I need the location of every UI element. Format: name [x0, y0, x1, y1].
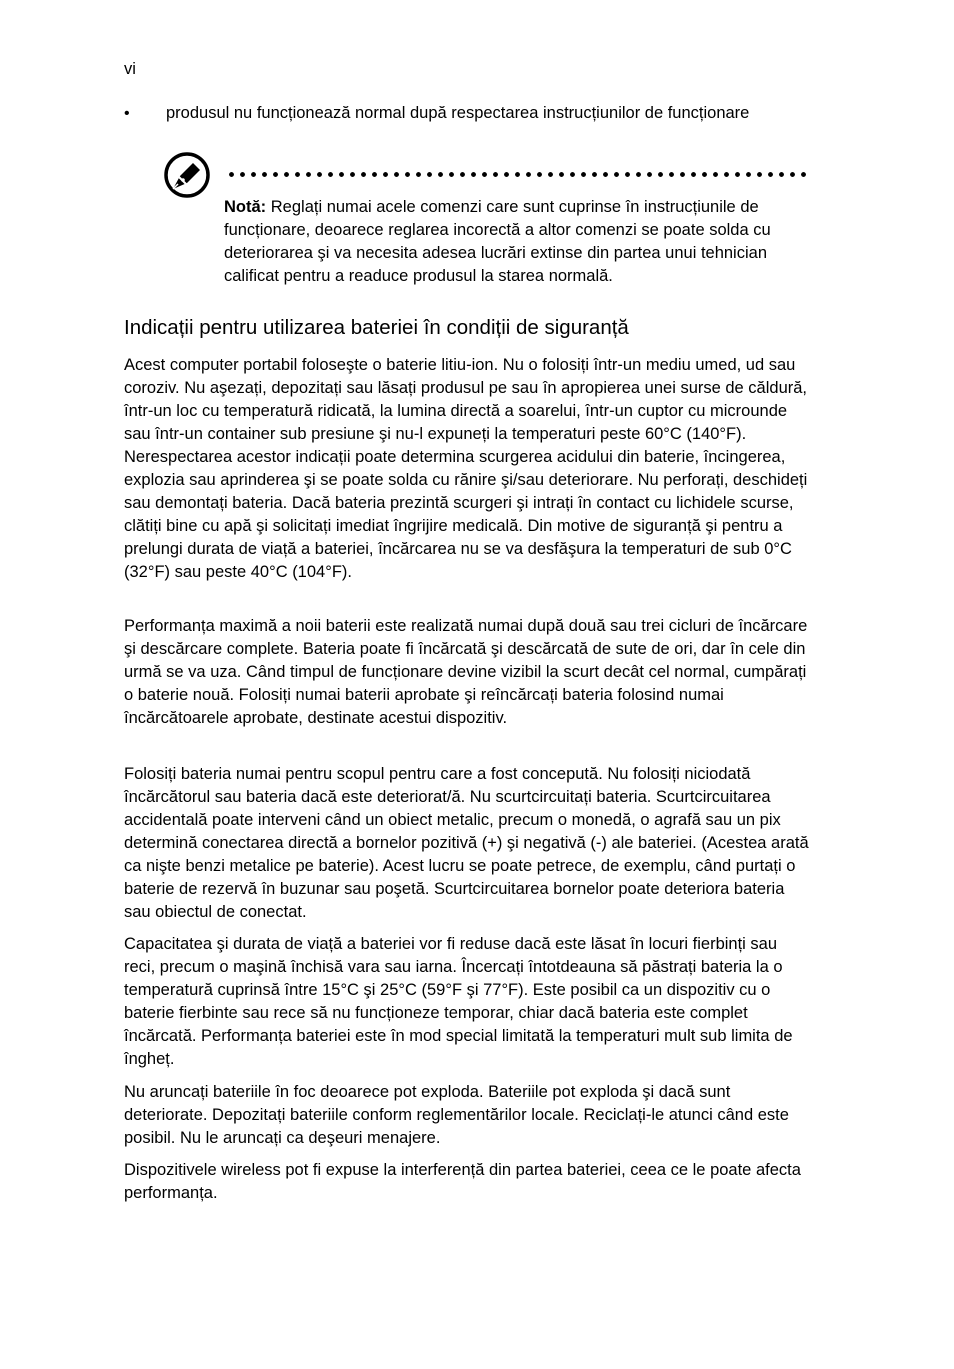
- body-paragraph: Acest computer portabil foloseşte o baterie litiu-ion. Nu o folosiți într-un mediu umed, ud sau coroziv. Nu aşezați, depozitați sau lăsați produsul pe sau în apropierea unei surse de căldură, într-un loc cu temperatură ridicată, la lumina directă a soarelui, într-un cuptor cu microunde sau într-un container sub presiune şi nu-l expuneți la temperaturi peste 60°C (140°F). Nerespectarea acestor indicații poate determina scurgerea acidului din baterie, încingerea, explozia sau aprinderea şi se poate solda cu rănire şi/sau deteriorare. Nu perforați, deschideți sau demontați bateria. Dacă bateria prezintă scurgeri şi intrați în contact cu lichidele scurse, clătiți bine cu apă şi solicitați imediat îngrijire medicală. Din motive de siguranță şi pentru a prelungi durata de viață a bateriei, încărcarea nu se va desfăşura la temperaturi de sub 0°C (32°F) sau peste 40°C (104°F).: [124, 356, 808, 581]
- pen-note-icon: [164, 152, 210, 198]
- note-body: Reglați numai acele comenzi care sunt cuprinse în instrucțiunile de funcționare, deoarece reglarea incorectă a altor comenzi se poate solda cu deteriorarea şi va necesita adesea lucrări extinse din partea unui tehnician calificat pentru a readuce produsul la starea normală.: [224, 198, 771, 285]
- note-paragraph: [224, 196, 814, 288]
- section-heading: Indicații pentru utilizarea bateriei în condiții de siguranță: [124, 316, 629, 339]
- note-divider: [226, 172, 810, 177]
- body-paragraph: Dispozitivele wireless pot fi expuse la interferență din partea bateriei, ceea ce le poate afecta performanța.: [124, 1161, 801, 1202]
- bullet-text: produsul nu funcționează normal după respectarea instrucțiunilor de funcționare: [166, 104, 750, 122]
- body-paragraph: Folosiți bateria numai pentru scopul pentru care a fost concepută. Nu folosiți niciodată încărcătorul sau bateria dacă este deteriorat/ă. Nu scurtcircuitați bateria. Scurtcircuitarea accidentală poate interveni când un obiect metalic, precum o monedă, o agrafă sau un pix determină conectarea directă a bornelor pozitivă (+) şi negativă (-) ale bateriei. (Acestea arată ca nişte benzi metalice pe baterie). Acest lucru se poate petrece, de exemplu, când purtați o baterie de rezervă în buzunar sau poşetă. Scurtcircuitarea bornelor poate deteriora bateria sau obiectul de conectat.: [124, 765, 809, 921]
- bullet-symbol: •: [124, 105, 130, 122]
- note-label: Notă:: [224, 198, 267, 216]
- body-paragraph: Performanța maximă a noii baterii este realizată numai după două sau trei cicluri de încărcare şi descărcare complete. Bateria poate fi încărcată şi descărcată de sute de ori, dar în cele din urmă se va uza. Când timpul de funcționare devine vizibil la scurt decât cel normal, cumpărați o baterie nouă. Folosiți numai baterii aprobate şi reîncărcați bateria folosind numai încărcătoarele aprobate, destinate acestui dispozitiv.: [124, 617, 808, 727]
- page-number: vi: [124, 60, 136, 78]
- body-paragraph: Nu aruncați bateriile în foc deoarece pot exploda. Bateriile pot exploda şi dacă sunt deteriorate. Depozitați bateriile conform reglementărilor locale. Reciclați-le atunci când este posibil. Nu le aruncați ca deşeuri menajere.: [124, 1083, 789, 1147]
- body-paragraph: Capacitatea şi durata de viață a bateriei vor fi reduse dacă este lăsat în locuri fierbinți sau reci, precum o maşină închisă vara sau iarna. Încercați întotdeauna să păstrați bateria la o temperatură cuprinsă între 15°C şi 25°C (59°F şi 77°F). Este posibil ca un dispozitiv cu o baterie fierbinte sau rece să nu funcționeze temporar, chiar dacă bateria este complet încărcată. Performanța bateriei este în mod special limitată la temperaturi mult sub limita de îngheț.: [124, 935, 793, 1068]
